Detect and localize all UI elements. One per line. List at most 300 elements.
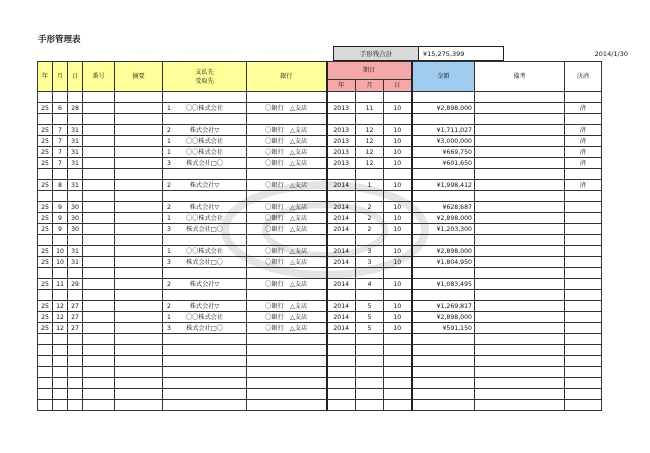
cell-month (53, 356, 68, 367)
cell-year: 25 (38, 136, 53, 147)
cell-payee (163, 257, 247, 268)
cell-day: 31 (68, 246, 83, 257)
cell-remarks (475, 279, 565, 290)
cell-remarks (475, 191, 565, 202)
cell-due-day: 10 (384, 147, 412, 158)
cell-month: 7 (53, 125, 68, 136)
cell-amount: ¥2,898,000 (412, 312, 475, 323)
cell-due-day (384, 92, 412, 103)
header-year: 年 (38, 62, 53, 92)
cell-day (68, 191, 83, 202)
cell-day: 31 (68, 158, 83, 169)
cell-number (83, 202, 115, 213)
cell-amount (412, 114, 475, 125)
cell-index: 3 (167, 225, 171, 233)
cell-bank (247, 92, 327, 103)
cell-amount (412, 169, 475, 180)
cell-remarks (475, 202, 565, 213)
cell-year (38, 345, 53, 356)
cell-settled: 済 (565, 103, 602, 114)
cell-day (68, 268, 83, 279)
cell-settled (565, 279, 602, 290)
cell-payee (163, 246, 247, 257)
table-row (38, 268, 602, 279)
cell-bank: 〇銀行 △支店 (247, 202, 327, 213)
cell-summary (115, 279, 163, 290)
cell-amount: ¥1,083,495 (412, 279, 475, 290)
cell-number (83, 246, 115, 257)
cell-due-year: 2014 (327, 257, 356, 268)
cell-due-day (384, 356, 412, 367)
cell-due-day: 10 (384, 246, 412, 257)
cell-day (68, 389, 83, 400)
cell-settled (565, 389, 602, 400)
cell-settled (565, 356, 602, 367)
cell-year: 25 (38, 202, 53, 213)
cell-due-day (384, 169, 412, 180)
cell-month (53, 334, 68, 345)
cell-amount: ¥2,898,000 (412, 213, 475, 224)
cell-payee-name: 〇〇株式会社 (185, 214, 224, 222)
cell-due-month (356, 389, 384, 400)
cell-due-day (384, 345, 412, 356)
cell-settled (565, 224, 602, 235)
cell-payee (163, 389, 247, 400)
cell-summary (115, 224, 163, 235)
header-payee (163, 62, 247, 92)
cell-payee-name: 〇〇株式会社 (185, 247, 224, 255)
cell-settled (565, 323, 602, 334)
cell-due-day: 10 (384, 103, 412, 114)
cell-number (83, 301, 115, 312)
cell-payee-name: 〇〇株式会社 (185, 137, 224, 145)
cell-settled: 済 (565, 180, 602, 191)
cell-payee (163, 180, 247, 191)
table-row (38, 378, 602, 389)
cell-settled (565, 114, 602, 125)
cell-payee (163, 158, 247, 169)
cell-due-year: 2014 (327, 246, 356, 257)
cell-bank: 〇銀行 △支店 (247, 103, 327, 114)
cell-remarks (475, 103, 565, 114)
cell-bank: 〇銀行 △支店 (247, 158, 327, 169)
cell-due-year (327, 389, 356, 400)
cell-bank: 〇銀行 △支店 (247, 224, 327, 235)
cell-settled: 済 (565, 158, 602, 169)
table-row (38, 224, 602, 235)
cell-payee (163, 378, 247, 389)
cell-month: 12 (53, 312, 68, 323)
cell-number (83, 257, 115, 268)
document-date: 2014/1/30 (594, 50, 628, 58)
cell-day: 31 (68, 125, 83, 136)
cell-due-year: 2013 (327, 125, 356, 136)
cell-year (38, 268, 53, 279)
cell-due-month: 12 (356, 125, 384, 136)
header-row (38, 62, 602, 80)
cell-year: 25 (38, 279, 53, 290)
cell-settled (565, 312, 602, 323)
cell-year: 25 (38, 323, 53, 334)
cell-payee (163, 290, 247, 301)
cell-summary (115, 147, 163, 158)
cell-due-year (327, 114, 356, 125)
table-row (38, 257, 602, 268)
cell-bank (247, 389, 327, 400)
cell-settled (565, 290, 602, 301)
cell-remarks (475, 158, 565, 169)
cell-payee (163, 345, 247, 356)
cell-bank (247, 268, 327, 279)
cell-summary (115, 312, 163, 323)
cell-amount: ¥1,998,412 (412, 180, 475, 191)
cell-payee (163, 103, 247, 114)
table-row (38, 279, 602, 290)
cell-due-year: 2014 (327, 202, 356, 213)
header-due: 期日 (327, 62, 412, 80)
cell-due-day: 10 (384, 213, 412, 224)
cell-number (83, 103, 115, 114)
cell-index: 2 (167, 302, 171, 310)
cell-due-day: 10 (384, 180, 412, 191)
cell-payee (163, 191, 247, 202)
cell-due-year (327, 268, 356, 279)
cell-due-year: 2014 (327, 312, 356, 323)
cell-due-month: 3 (356, 257, 384, 268)
table-row (38, 345, 602, 356)
cell-summary (115, 136, 163, 147)
cell-day (68, 345, 83, 356)
cell-summary (115, 268, 163, 279)
header-day: 日 (68, 62, 83, 92)
header-month: 月 (53, 62, 68, 92)
cell-number (83, 367, 115, 378)
cell-month (53, 290, 68, 301)
cell-remarks (475, 125, 565, 136)
cell-bank: 〇銀行 △支店 (247, 301, 327, 312)
cell-amount: ¥628,687 (412, 202, 475, 213)
header-payee-line1: 支払先 (195, 68, 214, 76)
table-row (38, 191, 602, 202)
cell-amount (412, 334, 475, 345)
cell-settled (565, 257, 602, 268)
cell-payee (163, 235, 247, 246)
cell-due-month: 12 (356, 158, 384, 169)
cell-amount: ¥1,269,817 (412, 301, 475, 312)
cell-bank (247, 356, 327, 367)
cell-settled (565, 400, 602, 411)
table-row (38, 158, 602, 169)
table-row (38, 323, 602, 334)
cell-settled (565, 246, 602, 257)
cell-number (83, 345, 115, 356)
cell-amount (412, 378, 475, 389)
cell-due-day: 10 (384, 158, 412, 169)
cell-bank: 〇銀行 △支店 (247, 180, 327, 191)
cell-due-month (356, 400, 384, 411)
cell-due-year (327, 378, 356, 389)
table-row (38, 246, 602, 257)
cell-bank: 〇銀行 △支店 (247, 125, 327, 136)
cell-settled (565, 268, 602, 279)
cell-year: 25 (38, 224, 53, 235)
cell-summary (115, 92, 163, 103)
cell-month: 9 (53, 224, 68, 235)
cell-amount: ¥591,150 (412, 323, 475, 334)
cell-payee-name: 株式会社▽ (189, 181, 220, 189)
cell-year (38, 191, 53, 202)
cell-number (83, 114, 115, 125)
cell-payee-name: 株式会社▽ (189, 280, 220, 288)
cell-day: 30 (68, 213, 83, 224)
cell-summary (115, 213, 163, 224)
cell-summary (115, 290, 163, 301)
cell-year: 25 (38, 246, 53, 257)
cell-due-day (384, 114, 412, 125)
cell-month: 12 (53, 301, 68, 312)
cell-payee-name: 株式会社□〇 (186, 258, 223, 266)
cell-due-month (356, 92, 384, 103)
cell-month: 7 (53, 136, 68, 147)
cell-due-month: 5 (356, 323, 384, 334)
cell-due-month (356, 191, 384, 202)
cell-settled (565, 92, 602, 103)
cell-amount (412, 290, 475, 301)
header-due-day: 日 (384, 80, 412, 92)
cell-payee-name: 〇〇株式会社 (185, 104, 224, 112)
table-row (38, 147, 602, 158)
ledger-body (38, 92, 602, 411)
cell-month: 6 (53, 103, 68, 114)
cell-year: 25 (38, 125, 53, 136)
cell-summary (115, 367, 163, 378)
cell-day: 30 (68, 202, 83, 213)
cell-due-month (356, 169, 384, 180)
cell-due-month: 2 (356, 213, 384, 224)
table-row (38, 202, 602, 213)
cell-index: 1 (167, 214, 171, 222)
cell-amount: ¥1,711,027 (412, 125, 475, 136)
cell-payee (163, 114, 247, 125)
cell-due-day (384, 389, 412, 400)
cell-year (38, 378, 53, 389)
cell-due-year: 2014 (327, 213, 356, 224)
cell-year: 25 (38, 103, 53, 114)
cell-number (83, 169, 115, 180)
table-row (38, 92, 602, 103)
cell-year: 25 (38, 213, 53, 224)
header-summary: 摘要 (115, 62, 163, 92)
cell-index: 3 (167, 324, 171, 332)
cell-due-year (327, 367, 356, 378)
table-row (38, 213, 602, 224)
cell-due-day: 10 (384, 224, 412, 235)
cell-remarks (475, 169, 565, 180)
cell-day (68, 378, 83, 389)
cell-month (53, 191, 68, 202)
cell-amount: ¥1,203,300 (412, 224, 475, 235)
header-due-year: 年 (327, 80, 356, 92)
cell-year: 25 (38, 180, 53, 191)
cell-due-month: 3 (356, 246, 384, 257)
cell-summary (115, 400, 163, 411)
cell-day: 31 (68, 136, 83, 147)
cell-due-year: 2014 (327, 323, 356, 334)
cell-settled: 済 (565, 125, 602, 136)
cell-due-month: 12 (356, 136, 384, 147)
cell-year (38, 334, 53, 345)
cell-remarks (475, 312, 565, 323)
cell-payee-name: 株式会社□〇 (186, 225, 223, 233)
cell-payee-name: 株式会社□〇 (186, 159, 223, 167)
cell-index: 3 (167, 258, 171, 266)
cell-bank (247, 400, 327, 411)
cell-year (38, 114, 53, 125)
header-amount: 金額 (412, 62, 475, 92)
cell-bank: 〇銀行 △支店 (247, 312, 327, 323)
cell-due-year: 2013 (327, 103, 356, 114)
cell-payee-name: 〇〇株式会社 (185, 148, 224, 156)
cell-year (38, 367, 53, 378)
cell-due-month: 1 (356, 180, 384, 191)
cell-year: 25 (38, 312, 53, 323)
cell-bank (247, 169, 327, 180)
header-number: 番号 (83, 62, 115, 92)
cell-due-month: 2 (356, 224, 384, 235)
cell-remarks (475, 147, 565, 158)
cell-amount: ¥669,750 (412, 147, 475, 158)
cell-payee (163, 169, 247, 180)
cell-remarks (475, 224, 565, 235)
cell-day: 27 (68, 301, 83, 312)
cell-payee (163, 202, 247, 213)
cell-due-day: 10 (384, 301, 412, 312)
cell-day: 31 (68, 147, 83, 158)
cell-bank (247, 367, 327, 378)
cell-year: 25 (38, 257, 53, 268)
cell-summary (115, 356, 163, 367)
table-row (38, 169, 602, 180)
cell-month (53, 169, 68, 180)
table-row (38, 180, 602, 191)
cell-due-month (356, 334, 384, 345)
cell-due-day (384, 367, 412, 378)
cell-number (83, 400, 115, 411)
cell-payee-name: 株式会社□〇 (186, 324, 223, 332)
cell-index: 1 (167, 247, 171, 255)
cell-due-year (327, 345, 356, 356)
table-row (38, 290, 602, 301)
cell-month (53, 92, 68, 103)
cell-due-month: 5 (356, 301, 384, 312)
cell-settled (565, 202, 602, 213)
table-row (38, 125, 602, 136)
cell-remarks (475, 323, 565, 334)
cell-due-day (384, 290, 412, 301)
cell-summary (115, 246, 163, 257)
cell-bank (247, 290, 327, 301)
cell-year: 25 (38, 158, 53, 169)
cell-index: 2 (167, 280, 171, 288)
table-row (38, 389, 602, 400)
cell-remarks (475, 345, 565, 356)
cell-due-year (327, 92, 356, 103)
cell-number (83, 356, 115, 367)
cell-month (53, 400, 68, 411)
cell-due-month: 4 (356, 279, 384, 290)
cell-settled (565, 169, 602, 180)
cell-due-year (327, 169, 356, 180)
cell-year (38, 400, 53, 411)
cell-due-month: 11 (356, 103, 384, 114)
cell-remarks (475, 301, 565, 312)
cell-bank (247, 235, 327, 246)
cell-year (38, 235, 53, 246)
cell-number (83, 312, 115, 323)
table-row (38, 235, 602, 246)
cell-payee (163, 224, 247, 235)
cell-amount: ¥2,898,000 (412, 103, 475, 114)
cell-payee-name: 株式会社▽ (189, 302, 220, 310)
cell-settled (565, 367, 602, 378)
cell-summary (115, 202, 163, 213)
cell-payee (163, 334, 247, 345)
cell-number (83, 290, 115, 301)
cell-amount (412, 235, 475, 246)
cell-day: 29 (68, 279, 83, 290)
cell-amount: ¥2,898,000 (412, 246, 475, 257)
cell-bank: 〇銀行 △支店 (247, 257, 327, 268)
cell-month (53, 378, 68, 389)
cell-due-day: 10 (384, 279, 412, 290)
cell-settled (565, 345, 602, 356)
cell-amount (412, 191, 475, 202)
cell-remarks (475, 235, 565, 246)
table-row (38, 114, 602, 125)
cell-due-month (356, 114, 384, 125)
cell-index: 1 (167, 148, 171, 156)
cell-due-year (327, 235, 356, 246)
cell-month: 10 (53, 257, 68, 268)
cell-due-day: 10 (384, 136, 412, 147)
cell-day (68, 290, 83, 301)
cell-number (83, 323, 115, 334)
cell-due-day (384, 334, 412, 345)
cell-payee (163, 323, 247, 334)
cell-number (83, 224, 115, 235)
cell-bank (247, 114, 327, 125)
cell-day (68, 400, 83, 411)
cell-summary (115, 389, 163, 400)
table-row (38, 301, 602, 312)
cell-day (68, 356, 83, 367)
header-bank: 銀行 (247, 62, 327, 92)
cell-month (53, 114, 68, 125)
cell-remarks (475, 257, 565, 268)
cell-remarks (475, 213, 565, 224)
cell-remarks (475, 378, 565, 389)
cell-index: 1 (167, 137, 171, 145)
cell-bank (247, 345, 327, 356)
cell-number (83, 147, 115, 158)
cell-payee-name: 株式会社▽ (189, 203, 220, 211)
cell-summary (115, 158, 163, 169)
cell-number (83, 279, 115, 290)
ledger-table (37, 61, 602, 411)
cell-due-month (356, 367, 384, 378)
cell-number (83, 158, 115, 169)
cell-day: 27 (68, 312, 83, 323)
